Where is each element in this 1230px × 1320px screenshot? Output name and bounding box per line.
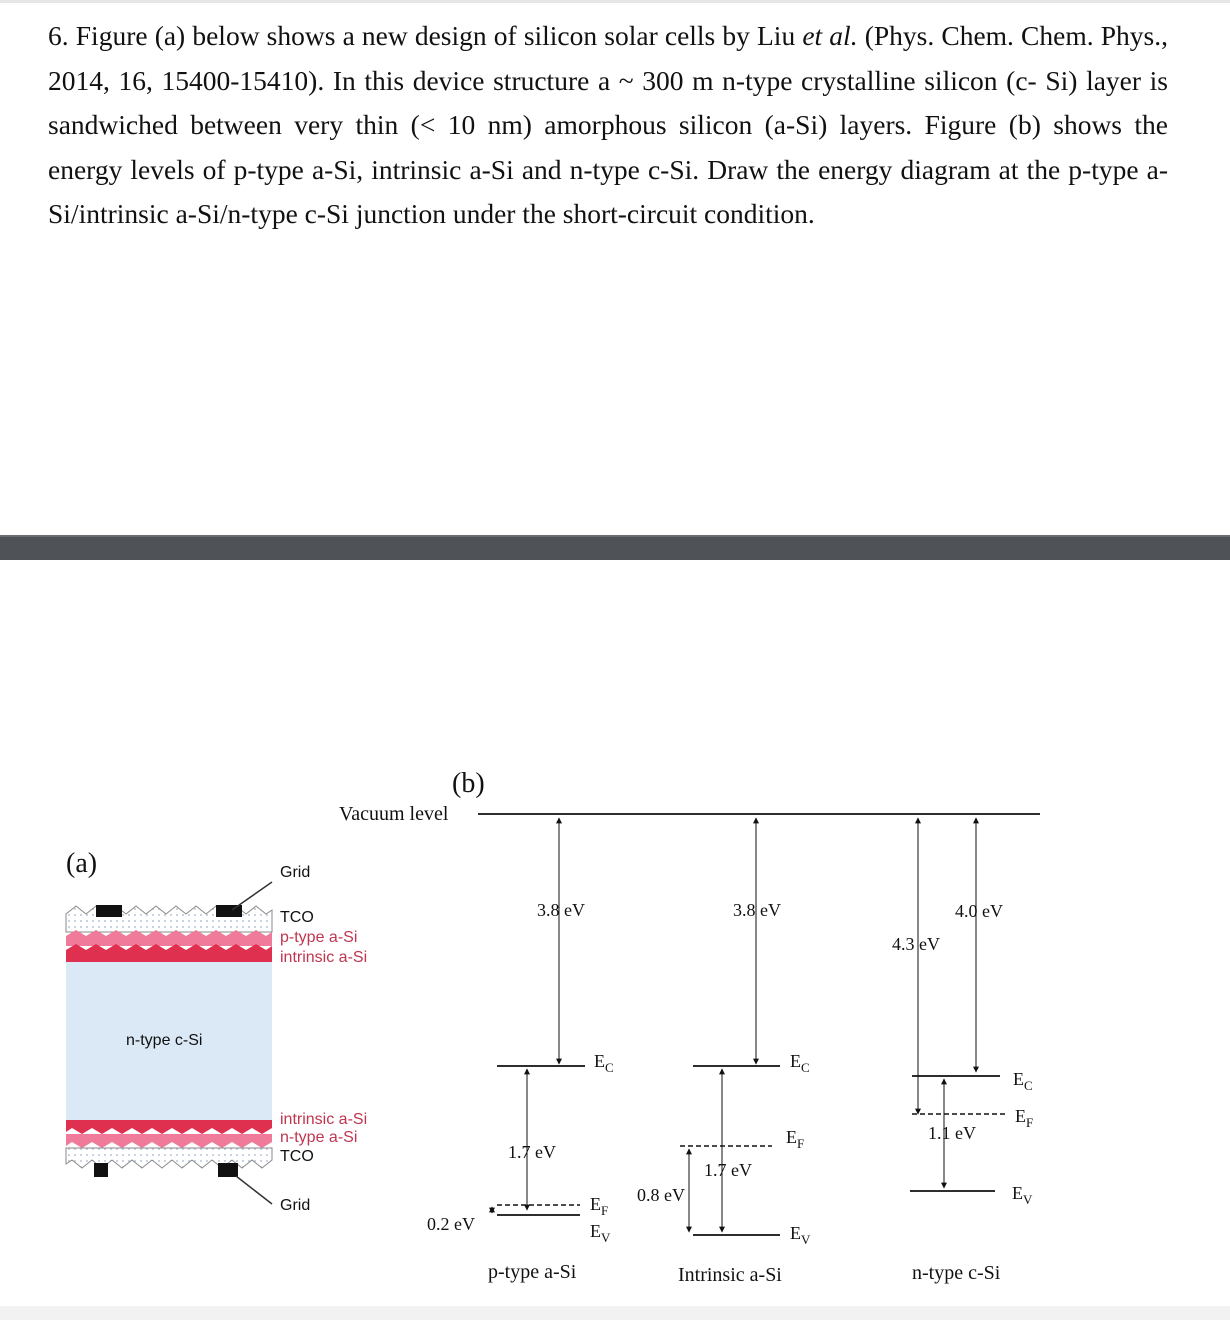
n-type-name: n-type c-Si — [912, 1262, 1001, 1284]
bottom-rule — [0, 1306, 1230, 1320]
n-ev-label: $E_V$ — [1012, 1183, 1033, 1207]
question-line-3: Si) layer is sandwiched between very thin (< 10 nm) amorphous silicon (a-Si) layers. Figure — [48, 64, 1169, 140]
bottom-grid-right — [218, 1163, 238, 1177]
top-grid-right — [216, 905, 242, 917]
question-line-4: (b) shows the energy levels of p-type a-Si, intrinsic a-Si and n-type c-Si. Draw the energy — [48, 109, 1168, 185]
top-grid-left — [96, 905, 122, 917]
i-affinity-value: 3.8 eV — [733, 900, 781, 920]
i-ef-label: $E_F$ — [786, 1127, 805, 1151]
question-number: 6. — [48, 20, 69, 51]
p-ef-label: $E_F$ — [590, 1194, 609, 1218]
figure-b-label: (b) — [452, 768, 485, 799]
i-ev-label: $E_V$ — [790, 1223, 811, 1247]
n-gap-value: 1.1 eV — [928, 1123, 976, 1143]
bottom-intrinsic-layer — [66, 1120, 272, 1134]
label-p-type-top: p-type a-Si — [280, 929, 358, 946]
p-ec-label: $E_C$ — [594, 1051, 614, 1075]
vacuum-level-label: Vacuum level — [339, 803, 449, 825]
n-affinity-value: 4.0 eV — [955, 901, 1003, 921]
question-line-1-emphasis: et al. — [802, 20, 858, 51]
p-affinity-value: 3.8 eV — [537, 900, 585, 920]
p-type-a-si-levels — [427, 818, 614, 1283]
n-ef-label: $E_F$ — [1015, 1106, 1034, 1130]
i-gap-value: 1.7 eV — [704, 1160, 752, 1180]
top-grid-leader — [232, 882, 272, 910]
i-ec-label: $E_C$ — [790, 1051, 810, 1075]
bulk-label: n-type c-Si — [126, 1032, 203, 1049]
bottom-grid-leader — [236, 1176, 272, 1204]
p-ef-offset-value: 0.2 eV — [427, 1214, 475, 1234]
intrinsic-a-si-levels — [637, 818, 811, 1286]
label-n-type-bottom: n-type a-Si — [280, 1129, 358, 1146]
question-line-2: Phys., 2014, 16, 15400-15410). In this device structure a ~ 300 m n-type crystalline silicon (c- — [48, 20, 1169, 96]
figure-svg — [0, 560, 1230, 1308]
p-gap-value: 1.7 eV — [508, 1142, 556, 1162]
n-type-c-si-levels — [892, 818, 1033, 1284]
section-divider-bar — [0, 535, 1230, 560]
top-rule — [0, 0, 1230, 3]
label-tco-top: TCO — [280, 909, 314, 926]
question-text — [48, 14, 1168, 237]
label-intrinsic-bottom: intrinsic a-Si — [280, 1111, 368, 1128]
bottom-grid-left — [94, 1163, 108, 1177]
intrinsic-name: Intrinsic a-Si — [678, 1264, 782, 1286]
p-ev-label: $E_V$ — [590, 1221, 611, 1245]
p-type-name: p-type a-Si — [488, 1261, 577, 1283]
label-grid-bottom: Grid — [280, 1197, 311, 1214]
n-ec-label: $E_C$ — [1013, 1069, 1033, 1093]
i-ef-offset-value: 0.8 eV — [637, 1185, 685, 1205]
figure-a-device-stack — [66, 848, 367, 1214]
label-intrinsic-top: intrinsic a-Si — [280, 949, 368, 966]
label-grid-top: Grid — [280, 864, 311, 881]
question-line-5: diagram at the p-type a-Si/intrinsic a-Si/n-type c-Si junction under the short-circuit condition. — [48, 153, 1168, 229]
label-tco-bottom: TCO — [280, 1148, 314, 1165]
bottom-n-type-layer — [66, 1134, 272, 1148]
n-workfunction-value: 4.3 eV — [892, 934, 940, 954]
top-intrinsic-layer — [66, 944, 272, 962]
figure-container — [0, 560, 1230, 1308]
figure-a-label: (a) — [66, 848, 98, 879]
question-line-1a: Figure (a) below shows a new design of silicon solar cells by Liu — [75, 20, 803, 51]
figure-b-band-diagram — [339, 768, 1040, 1286]
question-line-1b: (Phys. Chem. Chem. — [857, 20, 1094, 51]
